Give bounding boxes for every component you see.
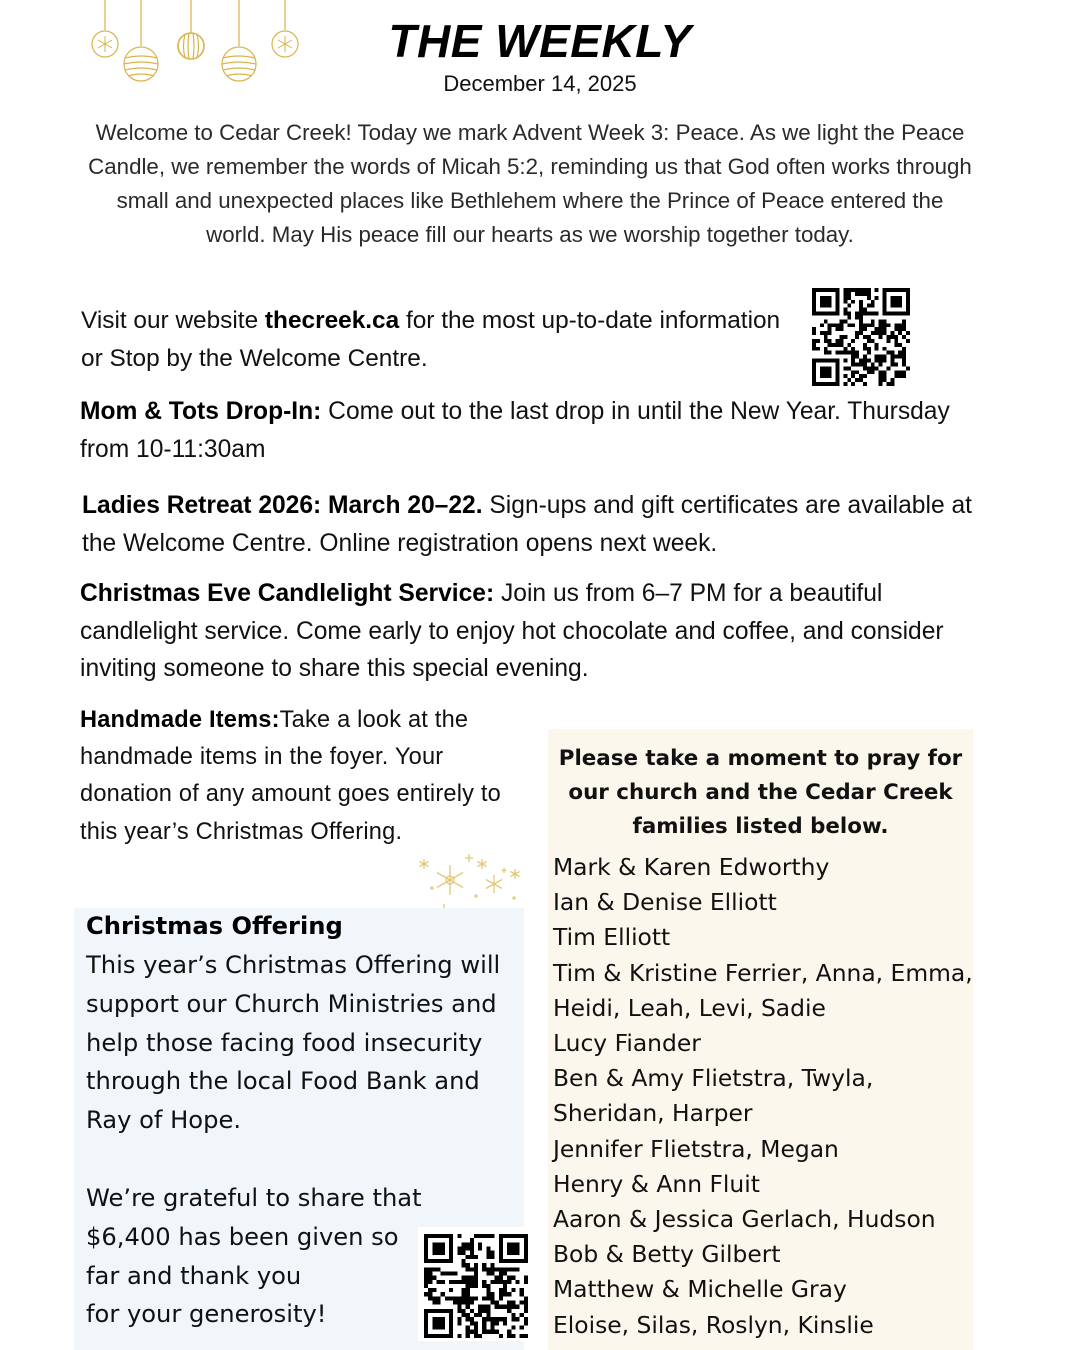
family-list-item: Ben & Amy Flietstra, Twyla,: [553, 1064, 874, 1093]
family-list-item: Mark & Karen Edworthy: [553, 853, 830, 881]
family-list-item: Jennifer Flietstra, Megan: [553, 1134, 839, 1163]
website-link[interactable]: thecreek.ca: [264, 307, 400, 334]
family-list-item: Tim Elliott: [553, 923, 671, 952]
handmade-label: Handmade Items:: [80, 707, 280, 733]
website-qr-code-icon[interactable]: [812, 288, 910, 386]
ladies-retreat-label: Ladies Retreat 2026: March 20–22.: [82, 492, 483, 519]
christmas-eve-announcement: [80, 575, 980, 688]
giving-qr-code-icon[interactable]: [424, 1234, 528, 1338]
welcome-paragraph: Welcome to Cedar Creek! Today we mark Advent Week 3: Peace. As we light the Peace Candle, we remember the words of Micah 5:2, reminding us that God often works through small and unexpected places like Bethlehem where the Prince of Peace entered the world. May His peace fill our hearts as we worship together today.: [88, 120, 972, 247]
ladies-retreat-announcement: [82, 487, 982, 562]
family-list-item: Bob & Betty Gilbert: [553, 1240, 781, 1269]
family-list-item: Aaron & Jessica Gerlach, Hudson: [553, 1205, 936, 1234]
family-list-item: Ian & Denise Elliott: [553, 888, 777, 917]
family-list-item: Lucy Fiander: [553, 1029, 701, 1058]
offering-thanks-line: We’re grateful to share that: [86, 1184, 422, 1212]
newsletter-date: December 14, 2025: [443, 71, 637, 96]
offering-thanks-line: for your generosity!: [86, 1300, 327, 1329]
ladies-retreat-text: Sign-ups and gift certificates are available at the Welcome Centre. Online registration opens next week.: [82, 492, 972, 557]
family-list-item: Matthew & Michelle Gray: [553, 1275, 847, 1304]
visit-suffix: for the most up-to-date information or Stop by the Welcome Centre.: [81, 307, 781, 372]
mom-tots-text: Come out to the last drop in until the New Year. Thursday from 10-11:30am: [80, 398, 950, 463]
visit-prefix: Visit our website: [81, 307, 265, 334]
family-list-item: Sheridan, Harper: [553, 1099, 753, 1128]
family-list-item: Eloise, Silas, Roslyn, Kinslie: [553, 1310, 874, 1339]
family-list-item: Tim & Kristine Ferrier, Anna, Emma,: [553, 958, 973, 987]
prayer-family-list: [553, 850, 973, 1343]
prayer-heading: Please take a moment to pray for our church and the Cedar Creek families listed below.: [558, 746, 963, 839]
newsletter-title: THE WEEKLY: [388, 15, 692, 67]
snowflakes-icon: [414, 850, 526, 908]
family-list-item: Henry & Ann Fluit: [553, 1169, 760, 1198]
offering-title: Christmas Offering: [86, 912, 343, 940]
mom-tots-label: Mom & Tots Drop-In:: [80, 398, 322, 425]
christmas-eve-text: Join us from 6–7 PM for a beautiful candlelight service. Come early to enjoy hot chocolate and coffee, and consider inviting someone to share this special evening.: [80, 580, 944, 682]
handmade-text: Take a look at the handmade items in the foyer. Your donation of any amount goes entirely to this year’s Christmas Offering.: [80, 707, 501, 845]
family-list-item: Heidi, Leah, Levi, Sadie: [553, 993, 826, 1022]
offering-thanks-line: far and thank you: [86, 1261, 302, 1290]
handmade-items-announcement: [80, 702, 542, 851]
mom-tots-announcement: [80, 393, 980, 468]
offering-description: This year’s Christmas Offering will support our Church Ministries and help those facing food insecurity through the local Food Bank and Ray of Hope.: [86, 951, 501, 1135]
visit-website-paragraph: [81, 302, 781, 377]
offering-thanks-line: $6,400 has been given so: [86, 1222, 399, 1251]
christmas-eve-label: Christmas Eve Candlelight Service:: [80, 580, 495, 607]
